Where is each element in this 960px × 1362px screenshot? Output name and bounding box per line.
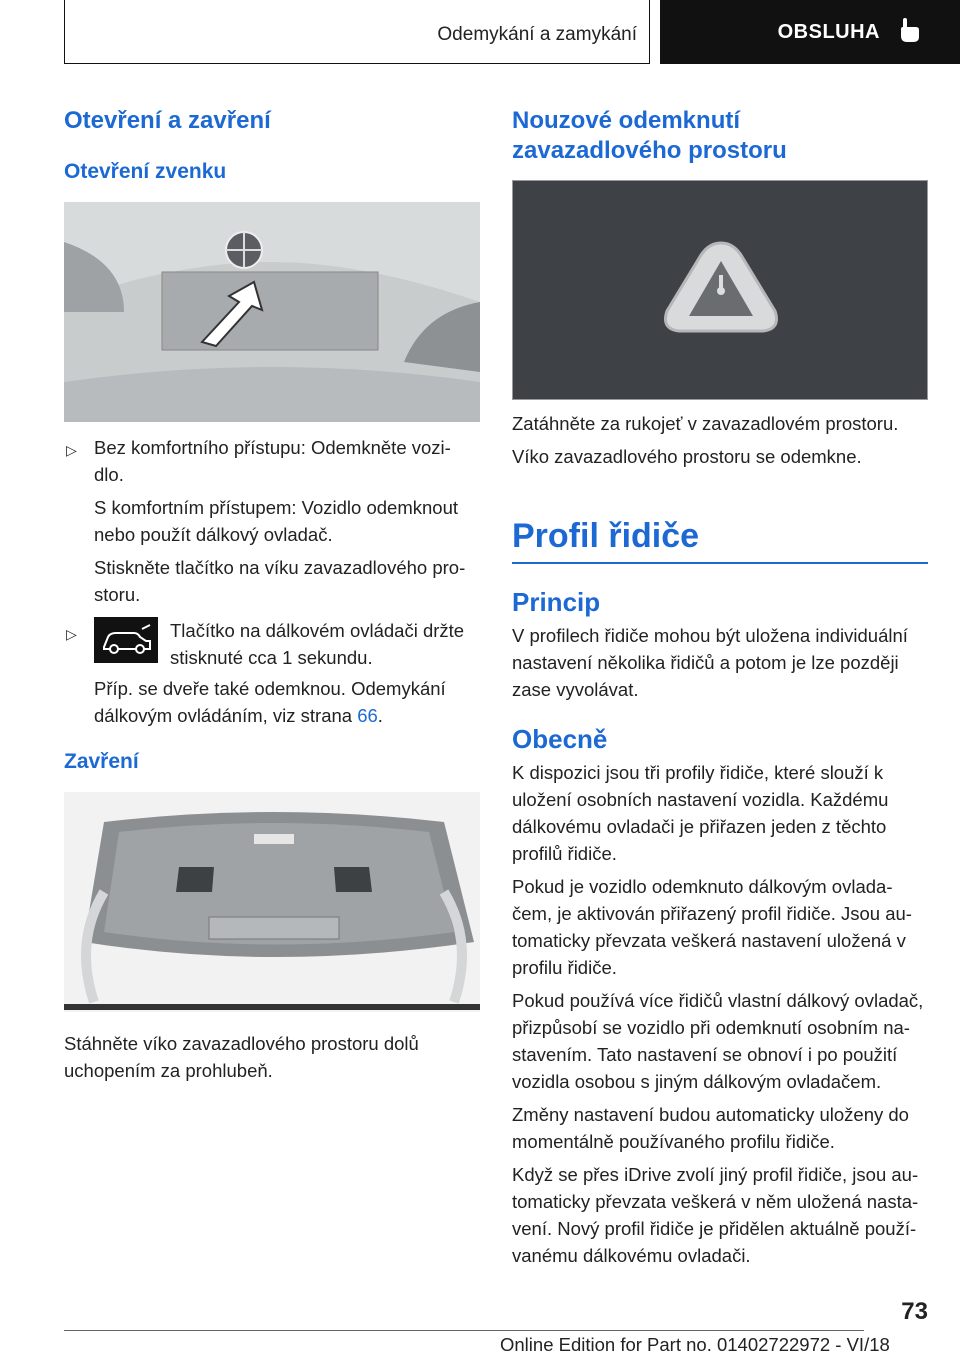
obecne-line: vení. Nový profil řidiče je přidělen aktuálně použí- [512, 1218, 917, 1239]
emergency-text [512, 410, 928, 470]
header-subsection: Odemykání a zamykání [437, 24, 637, 45]
bullet-1-line: S komfortním přístupem: Vozidlo odemknout [94, 497, 459, 518]
bullet-2-line: stisknuté cca 1 sekundu. [170, 647, 373, 668]
close-paragraph [64, 1030, 480, 1084]
obecne-line: K dispozici jsou tři profily řidiče, které slouží k [512, 762, 884, 783]
bullet-1-line: Bez komfortního přístupu: Odemkněte vozi- [94, 437, 451, 458]
obecne-line: profilů řidiče. [512, 843, 617, 864]
header-section: OBSLUHA [777, 20, 880, 43]
obecne-line: Pokud je vozidlo odemknuto dálkovým ovlada- [512, 876, 893, 897]
emergency-line: Zatáhněte za rukojeť v zavazadlovém prostoru. [512, 413, 899, 434]
obecne-line: uložení osobních nastavení vozidla. Každému [512, 789, 889, 810]
pointing-hand-icon [898, 17, 922, 48]
close-line: Stáhněte víko zavazadlového prostoru dolů [64, 1033, 419, 1054]
trunk-open-image [64, 792, 480, 1012]
bullet-2-line: Tlačítko na dálkovém ovládači držte [170, 620, 465, 641]
subtitle-princip: Princip [512, 587, 601, 617]
bullet-1-text [94, 434, 484, 608]
princip-line: V profilech řidiče mohou být uložena individuální [512, 625, 908, 646]
subtitle-close: Zavření [64, 750, 139, 773]
bullet-1-line: dlo. [94, 464, 124, 485]
princip-line: nastavení několika řidičů a potom je lze později [512, 652, 899, 673]
obecne-line: dálkovému ovladači je přiřazen jeden z těchto [512, 816, 887, 837]
title-line: zavazadlového prostoru [512, 137, 787, 164]
obecne-line: profilu řidiče. [512, 957, 617, 978]
bullet-1-line: storu. [94, 584, 141, 605]
header-section-box [660, 0, 960, 64]
section-divider [512, 562, 928, 564]
footer-edition: Online Edition for Part no. 01402722972 - VI/18 [500, 1334, 890, 1355]
bullet-2-line: dálkovým ovládáním, viz strana [94, 705, 358, 726]
section-title-open-close: Otevření a zavření [64, 107, 271, 134]
obecne-line: přizpůsobí se vozidlo při odemknutí osobním na- [512, 1017, 910, 1038]
obecne-line: tomaticky převzata veškerá nastavení uložená v [512, 930, 906, 951]
princip-paragraph [512, 622, 932, 703]
subtitle-obecne: Obecně [512, 724, 608, 754]
obecne-line: čem, je aktivován přiřazený profil řidiče. Jsou au- [512, 903, 912, 924]
title-line: Nouzové odemknutí [512, 107, 741, 134]
obecne-line: vanému dálkovému ovladači. [512, 1245, 751, 1266]
obecne-line: stavením. Tato nastavení se obnoví i po použití [512, 1044, 898, 1065]
bullet-2-text [170, 617, 480, 671]
bullet-1-line: Stiskněte tlačítko na víku zavazadlového pro- [94, 557, 466, 578]
triangle-right-icon: ▷ [66, 442, 77, 458]
bullet-2-note [94, 675, 484, 729]
subtitle-open-outside: Otevření zvenku [64, 160, 227, 183]
section-title-driver-profile: Profil řidiče [512, 517, 700, 555]
trunk-lid-image [64, 202, 480, 422]
page-number: 73 [901, 1298, 928, 1325]
footer-divider [64, 1330, 864, 1331]
emergency-handle-image [512, 180, 928, 400]
bullet-2-line: Příp. se dveře také odemknou. Odemykání [94, 678, 446, 699]
obecne-line: vozidla osobou s jiným dálkovým ovladačem. [512, 1071, 882, 1092]
obecne-line: tomaticky převzata veškerá v něm uložená nasta- [512, 1191, 919, 1212]
obecne-line: Když se přes iDrive zvolí jiný profil řidiče, jsou au- [512, 1164, 919, 1185]
bullet-1-line: nebo použít dálkový ovladač. [94, 524, 333, 545]
page-link[interactable]: 66 [357, 705, 378, 726]
header-subsection-box [64, 0, 650, 64]
triangle-right-icon: ▷ [66, 626, 77, 642]
emergency-line: Víko zavazadlového prostoru se odemkne. [512, 446, 862, 467]
bullet-2-line: . [377, 705, 383, 726]
obecne-line: Změny nastavení budou automaticky uloženy do [512, 1104, 909, 1125]
obecne-paragraphs [512, 759, 932, 1269]
close-line: uchopením za prohlubeň. [64, 1060, 273, 1081]
section-title-emergency [512, 106, 787, 166]
princip-line: zase vyvolávat. [512, 679, 639, 700]
obecne-line: momentálně používaného profilu řidiče. [512, 1131, 835, 1152]
car-remote-trunk-icon [94, 617, 158, 663]
obecne-line: Pokud používá více řidičů vlastní dálkový ovladač, [512, 990, 924, 1011]
